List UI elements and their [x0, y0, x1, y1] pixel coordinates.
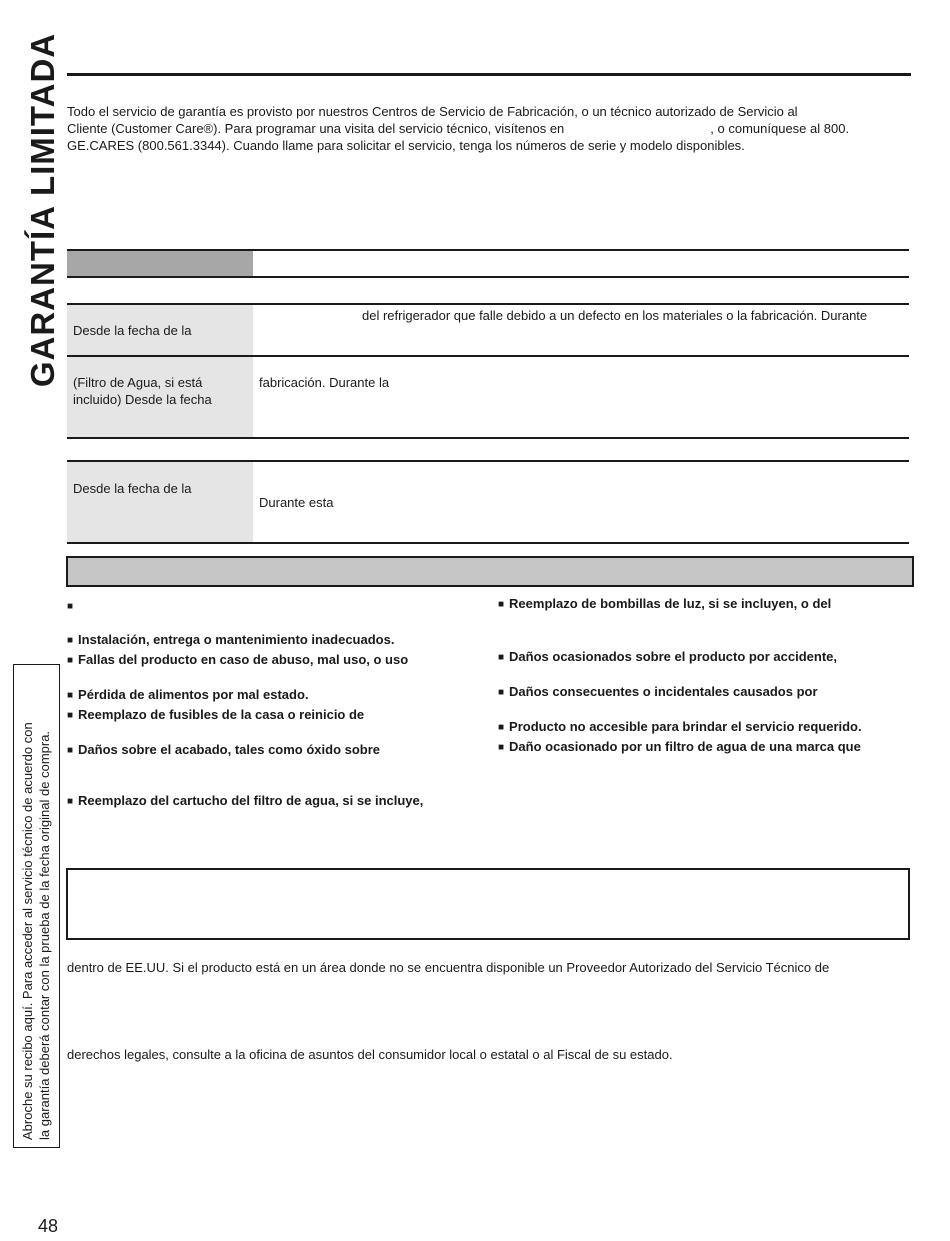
- bullet-icon: ■: [67, 796, 74, 807]
- bullet-icon: ■: [67, 690, 74, 701]
- intro-line-3: GE.CARES (800.561.3344). Cuando llame para solicitar el servicio, tenga los números de serie y modelo disponibles.: [67, 138, 745, 153]
- exclusion-left-5: [67, 741, 380, 759]
- exclusion-right-2-text: Daños consecuentes o incidentales causados por: [509, 684, 818, 699]
- bullet-icon: ■: [498, 599, 505, 610]
- exclusion-left-4-text: Reemplazo de fusibles de la casa o reinicio de: [78, 707, 365, 722]
- exclusion-left-1: [67, 631, 394, 649]
- side-title: GARANTÍA LIMITADA: [24, 32, 61, 388]
- table-row-3-right: Durante esta: [259, 495, 334, 510]
- top-rule: [67, 73, 911, 76]
- exclusions-header-bar: [66, 556, 914, 587]
- table-row-2-left-line-2: incluido) Desde la fecha: [73, 392, 212, 407]
- exclusion-left-0: [67, 597, 78, 615]
- table-row-3-left: Desde la fecha de la: [73, 481, 192, 496]
- intro-line-2a: Cliente (Customer Care®). Para programar una visita del servicio técnico, visítenos en: [67, 121, 565, 136]
- page-number: 48: [38, 1216, 59, 1236]
- bullet-icon: ■: [498, 742, 505, 753]
- exclusion-left-3-text: Pérdida de alimentos por mal estado.: [78, 687, 309, 702]
- bullet-icon: ■: [67, 745, 74, 756]
- exclusion-left-5-text: Daños sobre el acabado, tales como óxido sobre: [78, 742, 381, 757]
- exclusion-left-4: [67, 706, 364, 724]
- exclusion-left-6: [67, 792, 423, 810]
- exclusion-right-3-text: Producto no accesible para brindar el servicio requerido.: [509, 719, 862, 734]
- exclusion-left-1-text: Instalación, entrega o mantenimiento inadecuados.: [78, 632, 395, 647]
- table-row-3-left-cell: [67, 462, 253, 542]
- table-row-2-left: [73, 374, 212, 408]
- bullet-icon: ■: [67, 655, 74, 666]
- bullet-icon: ■: [67, 601, 74, 612]
- table-row-1-left: Desde la fecha de la: [73, 323, 192, 338]
- bullet-icon: ■: [498, 722, 505, 733]
- table-header-cell: [67, 251, 253, 276]
- intro-line-2b: , o comuníquese al 800.: [710, 121, 850, 136]
- bullet-icon: ■: [498, 652, 505, 663]
- intro-line-1: Todo el servicio de garantía es provisto por nuestros Centros de Servicio de Fabricación, o un técnico autorizado de Servicio al: [67, 104, 798, 119]
- exclusion-right-4-text: Daño ocasionado por un filtro de agua de una marca que: [509, 739, 861, 754]
- notice-box: [66, 868, 910, 940]
- bullet-icon: ■: [498, 687, 505, 698]
- bullet-icon: ■: [67, 710, 74, 721]
- bullet-icon: ■: [67, 635, 74, 646]
- table-row-2-left-line-1: (Filtro de Agua, si está: [73, 375, 203, 390]
- table-rule-bottom: [67, 542, 909, 544]
- intro-paragraph: [67, 103, 907, 154]
- receipt-instructions: [19, 670, 53, 1140]
- exclusion-left-2-text: Fallas del producto en caso de abuso, mal uso, o uso: [78, 652, 409, 667]
- exclusion-right-1-text: Daños ocasionados sobre el producto por accidente,: [509, 649, 838, 664]
- exclusion-right-3: [498, 718, 862, 736]
- paragraph-legal-rights: derechos legales, consulte a la oficina de asuntos del consumidor local o estatal o al Fiscal de su estado.: [67, 1047, 673, 1062]
- receipt-line-1: Abroche su recibo aquí. Para acceder al servicio técnico de acuerdo con: [20, 722, 35, 1140]
- table-row-2-right: fabricación. Durante la: [259, 375, 390, 390]
- table-rule-row3: [67, 437, 909, 439]
- paragraph-service-area: dentro de EE.UU. Si el producto está en un área donde no se encuentra disponible un Proveedor Autorizado del Servicio Técnico de: [67, 960, 830, 975]
- exclusion-right-0: [498, 595, 831, 613]
- exclusion-right-0-text: Reemplazo de bombillas de luz, si se incluyen, o del: [509, 596, 832, 611]
- table-row-1-right: del refrigerador que falle debido a un defecto en los materiales o la fabricación. Durante: [362, 308, 868, 323]
- exclusion-left-2: [67, 651, 408, 669]
- table-rule-header: [67, 276, 909, 278]
- exclusion-right-2: [498, 683, 818, 701]
- exclusion-left-6-text: Reemplazo del cartucho del filtro de agua, si se incluye,: [78, 793, 424, 808]
- exclusion-right-4: [498, 738, 861, 756]
- exclusion-right-1: [498, 648, 837, 666]
- exclusion-left-3: [67, 686, 309, 704]
- receipt-line-2: la garantía deberá contar con la prueba de la fecha original de compra.: [37, 730, 52, 1140]
